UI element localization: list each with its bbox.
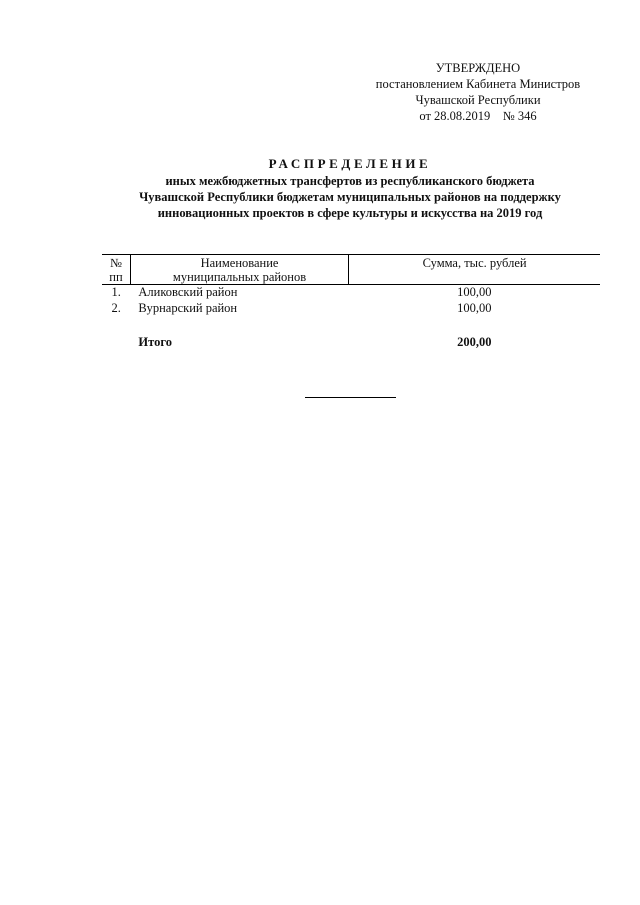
table-row	[102, 301, 600, 317]
header-name-line-1: Наименование	[200, 256, 279, 270]
end-separator-line	[305, 397, 396, 398]
row-sum: 100,00	[457, 301, 492, 315]
approval-line-2: Чувашской Республики	[415, 93, 541, 107]
spacer-row	[102, 317, 600, 335]
header-number	[102, 255, 130, 285]
total-label: Итого	[138, 335, 172, 349]
approval-line-1: постановлением Кабинета Министров	[375, 77, 581, 91]
approval-stamp	[360, 60, 596, 124]
row-district: Вурнарский район	[138, 301, 238, 315]
header-number-line-2: пп	[109, 270, 123, 284]
subtitle-line-1: иных межбюджетных трансфертов из республиканского бюджета	[165, 174, 535, 188]
total-row	[102, 335, 600, 351]
approval-status: УТВЕРЖДЕНО	[435, 61, 521, 75]
table-row	[102, 285, 600, 302]
header-sum: Сумма, тыс. рублей	[349, 255, 600, 285]
subtitle-line-2: Чувашской Республики бюджетам муниципальных районов на поддержку	[139, 190, 561, 204]
header-name-line-2: муниципальных районов	[172, 270, 307, 284]
table-header-row	[102, 255, 600, 285]
subtitle-line-3: инновационных проектов в сфере культуры и искусства на 2019 год	[157, 206, 543, 220]
approval-line-3: от 28.08.2019 № 346	[419, 109, 537, 123]
header-number-line-1: №	[109, 256, 122, 270]
document-title: РАСПРЕДЕЛЕНИЕ	[268, 156, 432, 171]
document-heading	[60, 155, 640, 221]
row-district: Аликовский район	[138, 285, 238, 299]
header-name	[130, 255, 348, 285]
row-number: 2.	[111, 301, 121, 315]
row-number: 1.	[111, 285, 121, 299]
distribution-table	[102, 254, 600, 351]
row-sum: 100,00	[457, 285, 492, 299]
total-sum: 200,00	[457, 335, 492, 349]
